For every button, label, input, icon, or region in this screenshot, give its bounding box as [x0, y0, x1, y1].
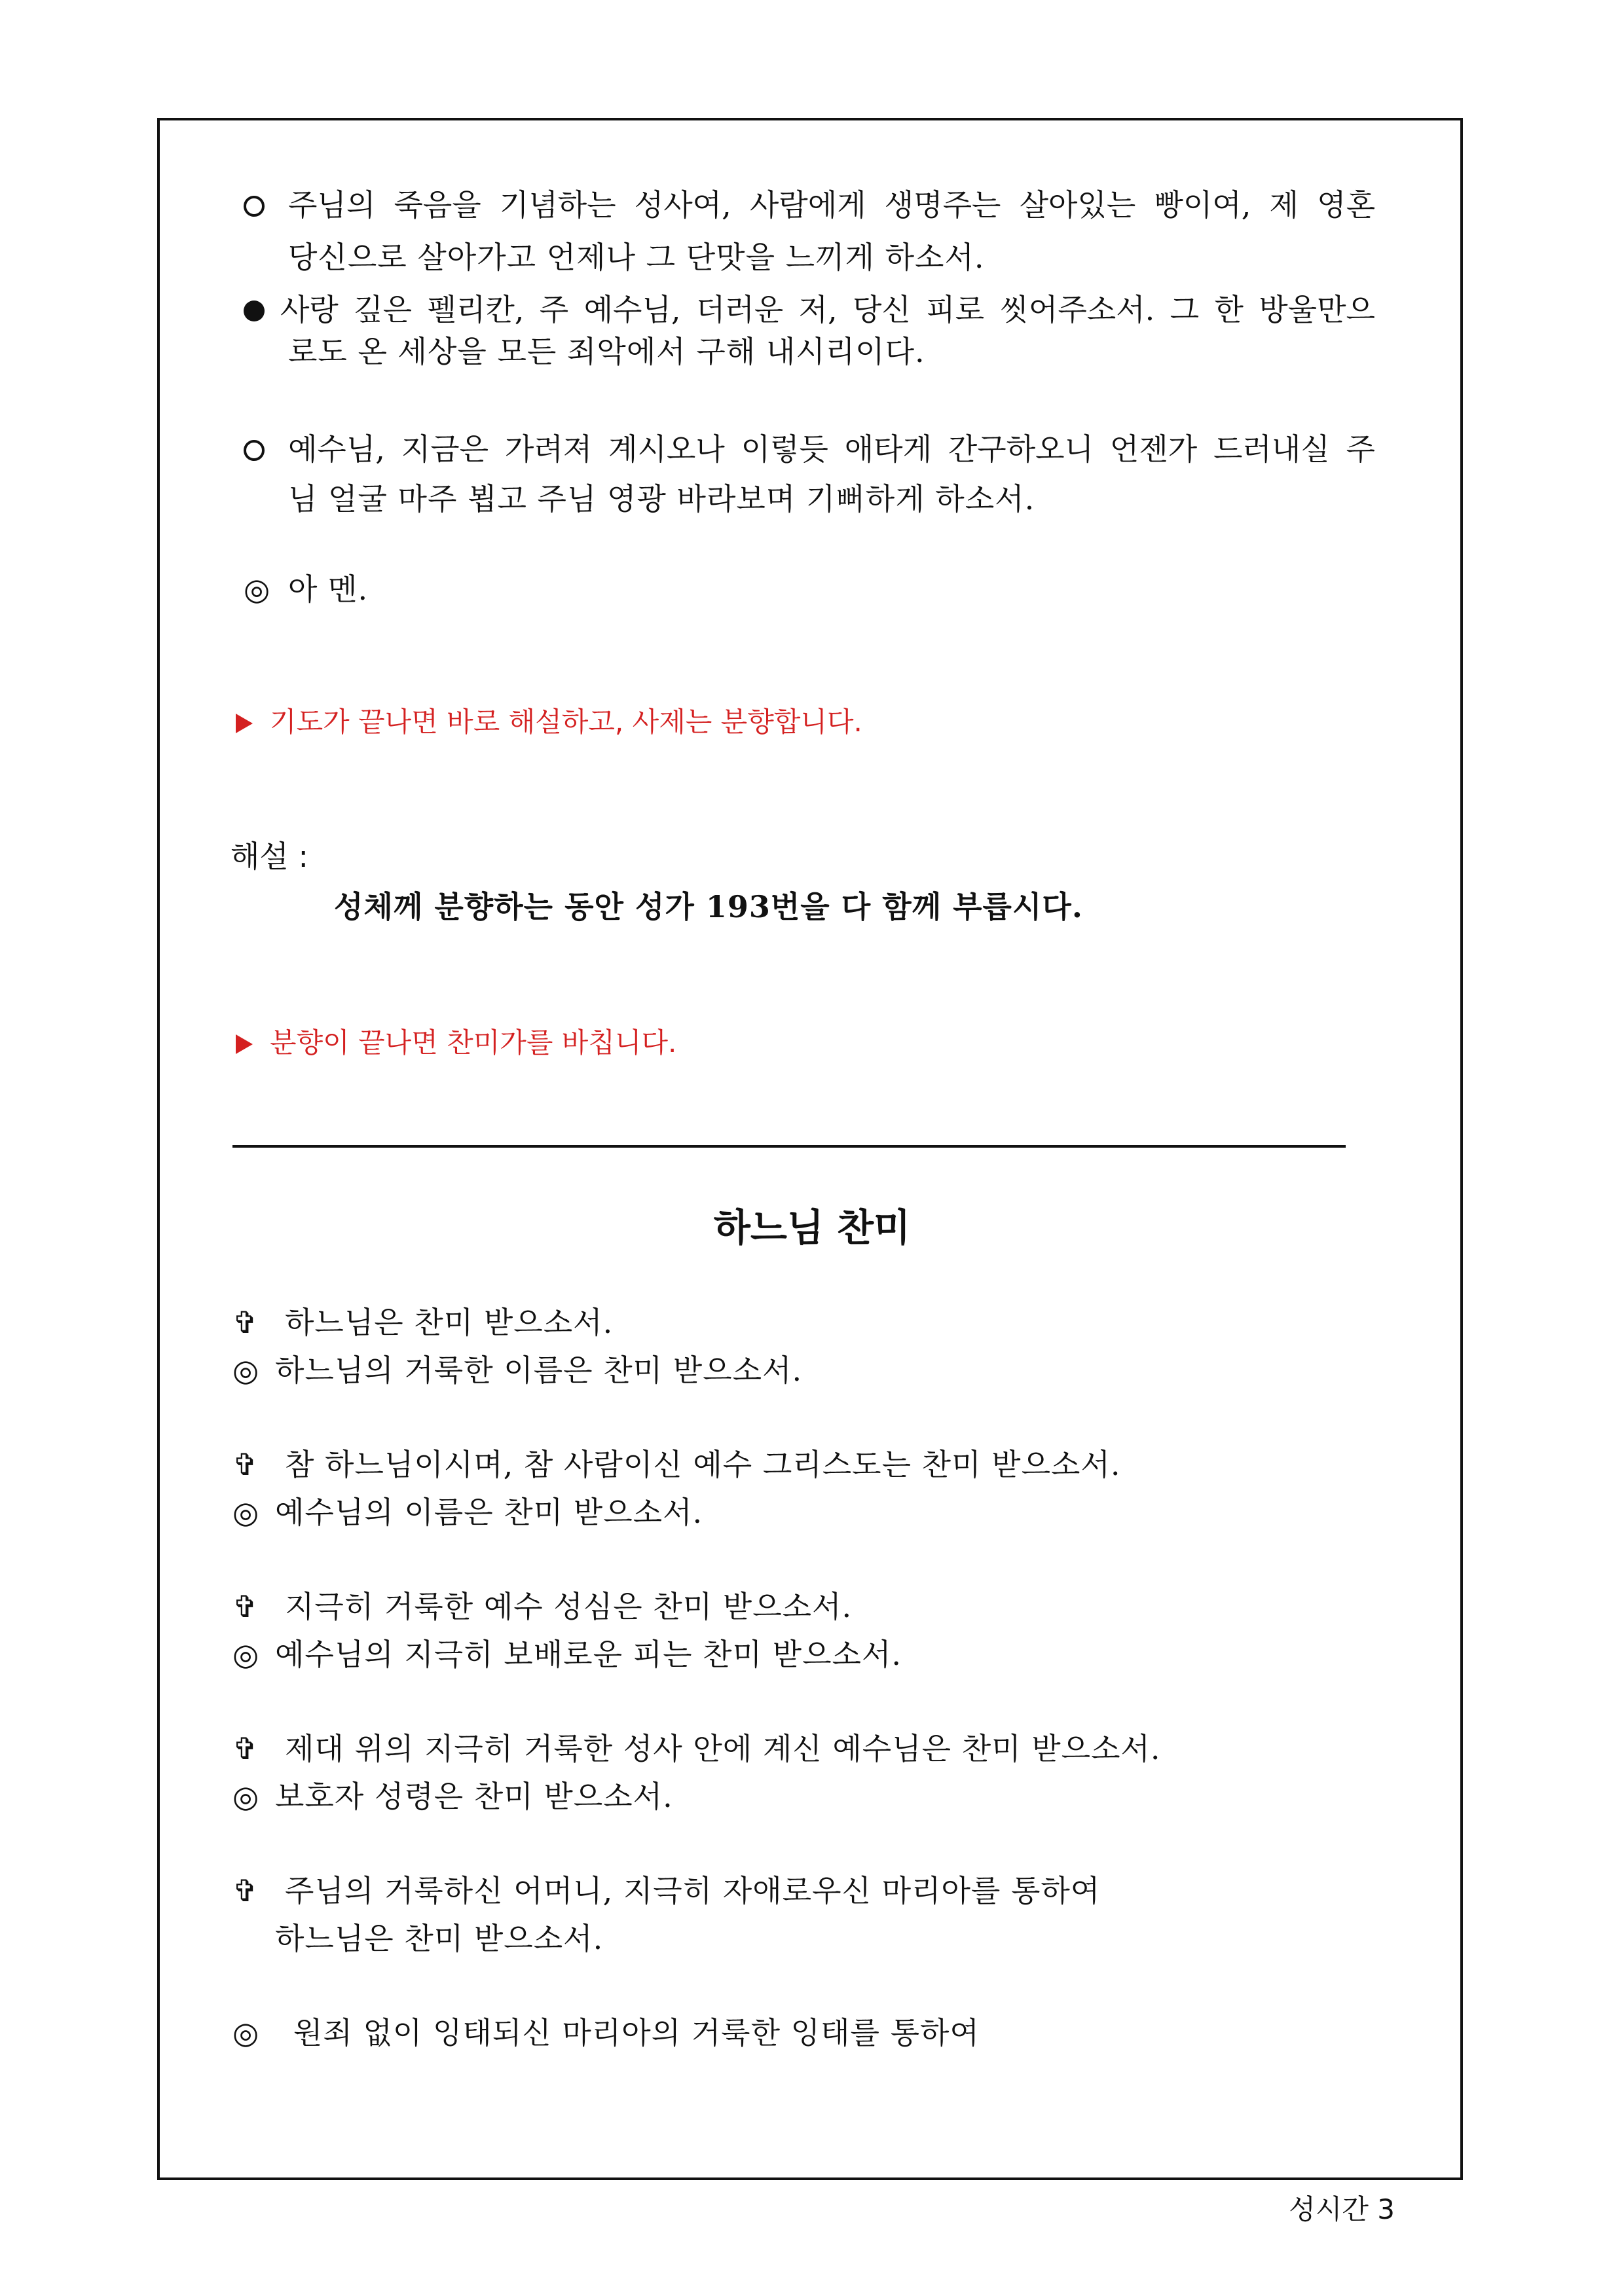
commentary-label: 해설 :	[231, 839, 308, 874]
double-circle-icon: ◎	[232, 1779, 260, 1814]
commentary-text: 성체께 분향하는 동안 성가 193번을 다 함께 부릅시다.	[334, 889, 1083, 924]
prayer-line: 예수님, 지금은 가려져 계시오나 이렇듯 애타게 간구하오니 언젠가 드러내실 주	[288, 431, 1375, 467]
double-circle-icon: ◎	[232, 2015, 260, 2050]
people-line: 보호자 성령은 찬미 받으소서.	[275, 1779, 673, 1814]
prayer-line: 님 얼굴 마주 뵙고 주님 영광 바라보며 기뻐하게 하소서.	[288, 481, 1035, 517]
double-circle-icon: ◎	[244, 572, 271, 607]
priest-line: 참 하느님이시며, 참 사람이신 예수 그리스도는 찬미 받으소서.	[285, 1447, 1121, 1482]
rubric-instruction-1	[236, 699, 862, 747]
play-triangle-icon	[236, 701, 253, 747]
prayer-line: 당신으로 살아가고 언제나 그 단맛을 느끼게 하소서.	[288, 240, 985, 275]
filled-circle-icon	[244, 285, 265, 337]
prayer-line: 사랑 깊은 펠리칸, 주 예수님, 더러운 저, 당신 피로 씻어주소서. 그 한 방울만으	[280, 292, 1375, 327]
priest-line: 제대 위의 지극히 거룩한 성사 안에 계신 예수님은 찬미 받으소서.	[285, 1731, 1161, 1766]
cross-icon: ✞	[232, 1447, 259, 1482]
double-circle-icon: ◎	[232, 1637, 260, 1672]
rubric-text: 기도가 끝나면 바로 해설하고, 사제는 분향합니다.	[270, 706, 862, 738]
priest-line: 하느님은 찬미 받으소서.	[285, 1305, 614, 1340]
double-circle-icon: ◎	[232, 1495, 260, 1530]
people-line: 예수님의 지극히 보배로운 피는 찬미 받으소서.	[275, 1637, 902, 1672]
amen-text: 아 멘.	[288, 572, 369, 607]
cross-icon: ✞	[232, 1589, 259, 1624]
play-triangle-icon	[236, 1022, 253, 1068]
people-line: 하느님의 거룩한 이름은 찬미 받으소서.	[275, 1353, 803, 1388]
open-circle-icon	[244, 180, 265, 232]
section-divider	[232, 1145, 1346, 1148]
double-circle-icon: ◎	[232, 1353, 260, 1388]
cross-icon: ✞	[232, 1305, 259, 1340]
rubric-text: 분향이 끝나면 찬미가를 바칩니다.	[270, 1027, 677, 1059]
page-number: 성시간 3	[1289, 2193, 1395, 2225]
prayer-line: 주님의 죽음을 기념하는 성사여, 사람에게 생명주는 살아있는 빵이여, 제 영혼	[288, 187, 1375, 223]
priest-line-continued: 하느님은 찬미 받으소서.	[275, 1921, 604, 1956]
people-line: 원죄 없이 잉태되신 마리아의 거룩한 잉태를 통하여	[293, 2015, 980, 2050]
cross-icon: ✞	[232, 1731, 259, 1766]
section-title: 하느님 찬미	[713, 1205, 911, 1250]
cross-icon: ✞	[232, 1873, 259, 1908]
rubric-instruction-2	[236, 1020, 676, 1068]
prayer-line: 로도 온 세상을 모든 죄악에서 구해 내시리이다.	[288, 334, 925, 369]
priest-line: 지극히 거룩한 예수 성심은 찬미 받으소서.	[285, 1589, 853, 1624]
people-line: 예수님의 이름은 찬미 받으소서.	[275, 1495, 703, 1530]
priest-line: 주님의 거룩하신 어머니, 지극히 자애로우신 마리아를 통하여	[285, 1873, 1101, 1908]
open-circle-icon	[244, 424, 265, 477]
